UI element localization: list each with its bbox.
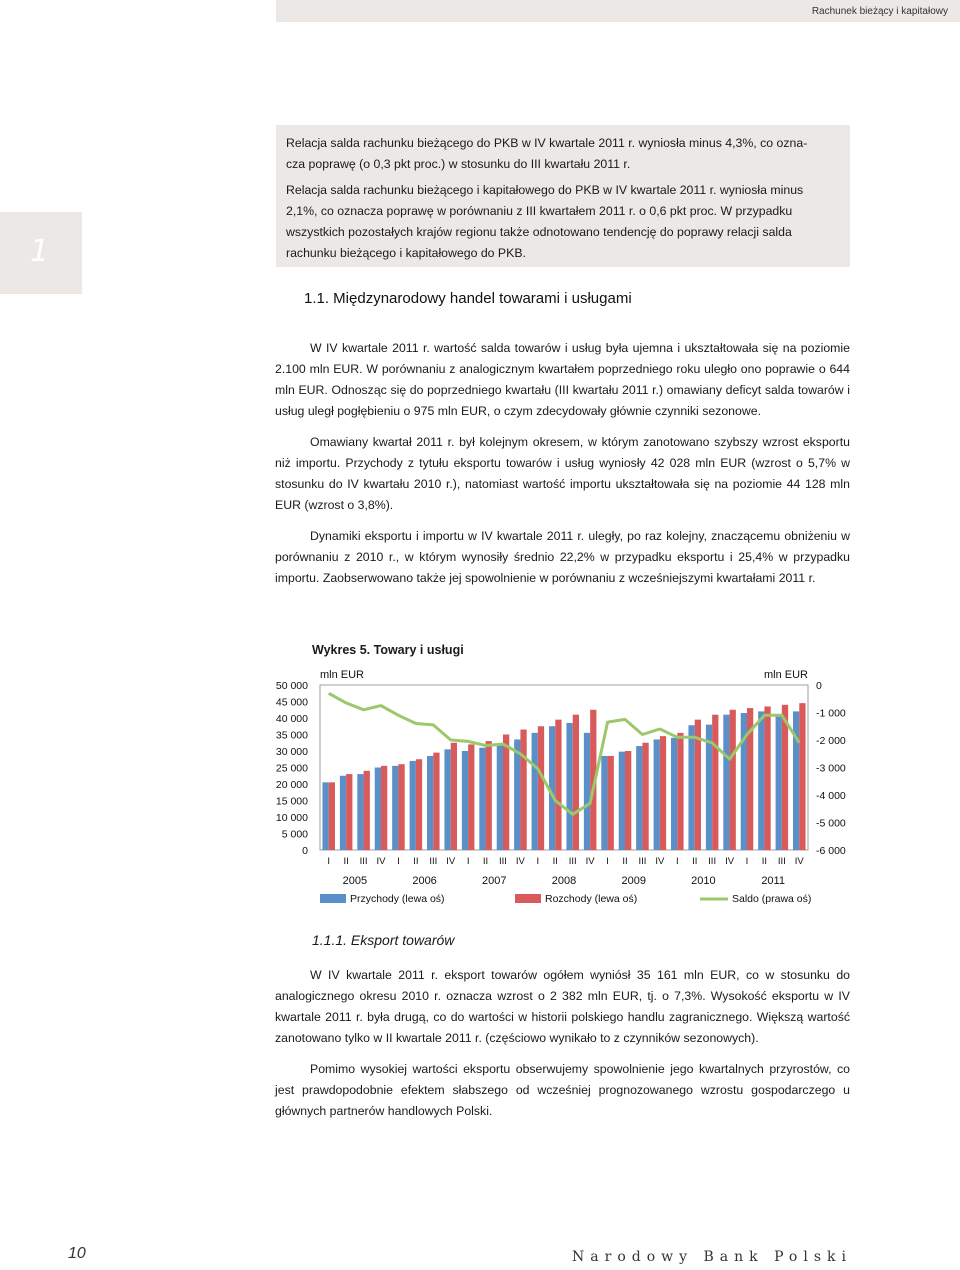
import-bar — [677, 733, 683, 850]
export-bar — [654, 739, 660, 850]
section-heading: 1.1. Międzynarodowy handel towarami i usługami — [304, 290, 632, 307]
import-bar — [364, 771, 370, 850]
export-bar — [322, 782, 328, 850]
export-bar — [723, 715, 729, 850]
import-bar — [329, 782, 335, 850]
right-tick-label: -1 000 — [816, 707, 846, 720]
quarter-label: I — [536, 856, 540, 867]
export-bar — [497, 744, 503, 850]
left-tick-label: 35 000 — [275, 729, 308, 742]
quarter-label: III — [638, 856, 647, 867]
left-tick-label: 40 000 — [275, 713, 308, 725]
summary-line: 2,1%, co oznacza poprawę w porównaniu z III kwartałem 2011 r. o 0,6 pkt proc. W przypadku — [286, 204, 793, 218]
summary-box — [276, 125, 850, 267]
quarter-label: II — [622, 856, 628, 867]
export-bar — [357, 774, 363, 850]
summary-line: rachunku bieżącego i kapitałowego do PKB. — [286, 246, 526, 260]
paragraph: Dynamiki eksportu i importu w IV kwartale 2011 r. uległy, po raz kolejny, znaczącemu obniżeniu w porównaniu z 2010 r., w którym wynosiły średnio 22,2% w przypadku eksportu i 25,4% w przypadku importu. Zaobserwowano także jej spowolnienie w porównaniu z wcześniejszymi kwartałami 2011 r. — [275, 529, 850, 585]
import-bar — [451, 743, 457, 850]
year-label: 2006 — [412, 875, 437, 887]
left-tick-label: 25 000 — [275, 762, 308, 775]
export-bar — [427, 756, 433, 850]
right-tick-label: -6 000 — [816, 845, 846, 857]
import-bar — [486, 741, 492, 850]
quarter-label: IV — [794, 856, 804, 867]
left-tick-label: 0 — [302, 845, 308, 857]
import-bar — [433, 753, 439, 850]
legend-label: Rozchody (lewa oś) — [545, 893, 638, 905]
left-tick-label: 45 000 — [275, 696, 308, 709]
quarter-label: III — [708, 856, 717, 867]
quarter-label: IV — [446, 856, 456, 867]
subsection-heading: 1.1.1. Eksport towarów — [312, 932, 455, 948]
year-label: 2011 — [761, 875, 785, 887]
import-bar — [730, 710, 736, 850]
export-bar — [776, 715, 782, 850]
left-tick-label: 20 000 — [275, 779, 308, 791]
quarter-label: II — [692, 856, 698, 867]
page-number: 10 — [68, 1245, 86, 1262]
quarter-label: IV — [585, 856, 595, 867]
quarter-label: I — [675, 856, 679, 867]
quarter-label: IV — [725, 856, 735, 867]
quarter-label: III — [777, 856, 786, 867]
import-bar — [416, 759, 422, 850]
export-bar — [566, 723, 572, 850]
right-axis-unit: mln EUR — [763, 669, 808, 681]
import-bar — [799, 703, 805, 850]
left-tick-label: 5 000 — [281, 828, 308, 841]
summary-line: cza poprawę (o 0,3 pkt proc.) w stosunku do III kwartału 2011 r. — [286, 157, 631, 171]
import-bar — [660, 736, 666, 850]
import-bar — [712, 715, 718, 850]
export-bar — [514, 739, 520, 850]
export-bar — [532, 733, 538, 850]
quarter-label: IV — [515, 856, 525, 867]
import-bar — [625, 751, 631, 850]
header-bar — [276, 0, 960, 22]
export-bar — [636, 746, 642, 850]
year-label: 2009 — [621, 875, 646, 887]
quarter-label: I — [745, 856, 749, 867]
quarter-label: IV — [655, 856, 665, 867]
export-bar — [340, 776, 346, 850]
left-tick-label: 50 000 — [275, 680, 308, 692]
quarter-label: II — [413, 856, 419, 867]
left-tick-label: 30 000 — [275, 746, 308, 758]
import-bar — [764, 706, 770, 850]
import-bar — [468, 744, 474, 850]
paragraph: Pomimo wysokiej wartości eksportu obserwujemy spowolnienie jego kwartalnych przyrostów, co jest prawdopodobnie efektem słabszego od wcześniej prognozowanego wzrostu gospodarczego u głównych partnerów handlowych Polski. — [275, 1062, 850, 1118]
right-tick-label: -3 000 — [816, 762, 846, 775]
quarter-label: II — [761, 856, 768, 867]
body-text-1 — [275, 338, 850, 589]
quarter-label: III — [499, 856, 507, 867]
import-bar — [538, 726, 544, 850]
quarter-label: IV — [376, 856, 386, 867]
year-label: 2007 — [482, 875, 507, 887]
summary-line: Relacja salda rachunku bieżącego i kapitałowego do PKB w IV kwartale 2011 r. wyniosła minus — [286, 183, 804, 197]
legend-label: Saldo (prawa oś) — [732, 893, 812, 905]
export-bar — [758, 711, 764, 850]
body-text-2 — [275, 965, 850, 1122]
section-title: Rachunek bieżący i kapitałowy — [811, 6, 948, 17]
quarter-label: III — [568, 856, 577, 867]
quarter-label: II — [482, 856, 489, 867]
export-bar — [671, 738, 677, 850]
year-label: 2005 — [342, 875, 368, 887]
paragraph: W IV kwartale 2011 r. eksport towarów ogółem wyniósł 35 161 mln EUR, co w stosunku do analogicznego okresu 2010 r. oznacza wzrost o 2 382 mln EUR, tj. o 7,3%. Wysokość eksportu w IV kwartale 2011 r. była drugą, co do wartości w historii polskiego handlu zagranicznego. Większą wartość zanotowano tylko w II kwartale 2011 r. (częściowo wynikało to z czynników sezonowych). — [275, 968, 850, 1045]
quarter-label: III — [359, 856, 368, 867]
import-bar — [346, 774, 352, 850]
export-bar — [601, 756, 607, 850]
left-tick-label: 15 000 — [275, 795, 308, 808]
export-bar — [479, 748, 485, 850]
export-bar — [462, 751, 468, 850]
quarter-label: I — [327, 856, 331, 867]
quarter-label: I — [466, 856, 470, 867]
quarter-label: I — [397, 856, 400, 867]
legend-swatch-export — [320, 894, 346, 903]
publisher-name: Narodowy Bank Polski — [572, 1249, 852, 1265]
quarter-label: II — [552, 856, 558, 867]
summary-line: wszystkich pozostałych krajów regionu także odnotowano tendencję do poprawy relacji salda — [286, 225, 792, 239]
legend-swatch-import — [515, 894, 541, 903]
chart-title: Wykres 5. Towary i usługi — [312, 643, 464, 657]
export-bar — [444, 749, 450, 850]
export-bar — [584, 733, 590, 850]
goods-services-chart — [260, 665, 846, 915]
year-label: 2008 — [551, 875, 577, 887]
import-bar — [642, 743, 648, 850]
right-tick-label: -2 000 — [816, 735, 846, 747]
year-label: 2010 — [691, 875, 716, 887]
import-bar — [608, 756, 614, 850]
export-bar — [619, 752, 625, 850]
export-bar — [392, 766, 398, 850]
quarter-label: II — [343, 856, 349, 867]
right-tick-label: -5 000 — [816, 817, 846, 830]
left-tick-label: 10 000 — [275, 812, 308, 824]
right-tick-label: -4 000 — [816, 790, 846, 802]
chapter-tab — [0, 212, 82, 294]
import-bar — [381, 766, 387, 850]
export-bar — [688, 725, 694, 850]
quarter-label: III — [429, 856, 438, 867]
summary-line: Relacja salda rachunku bieżącego do PKB w IV kwartale 2011 r. wyniosła minus 4,3%, co ozna- — [286, 136, 808, 150]
right-tick-label: 0 — [816, 680, 822, 692]
paragraph: Omawiany kwartał 2011 r. był kolejnym okresem, w którym zanotowano szybszy wzrost eksportu niż importu. Przychody z tytułu eksportu towarów i usług wyniosły 42 028 mln EUR (wzrost o 5,7% w stosunku do IV kwartału 2010 r.), natomiast wartość importu ukształtowała się na poziomie 44 128 mln EUR (wzrost o 3,8%). — [275, 435, 850, 512]
import-bar — [503, 735, 509, 851]
paragraph: W IV kwartale 2011 r. wartość salda towarów i usług była ujemna i ukształtowała się na poziomie 2.100 mln EUR. W porównaniu z analogicznym kwartałem poprzedniego roku uległo ono poprawie o 644 mln EUR. Odnosząc się do poprzedniego kwartału (III kwartału 2011 r.) omawiany deficyt salda towarów i usług uległ pogłębieniu o 975 mln EUR, o czym zdecydowały głównie czynniki sezonowe. — [275, 341, 850, 418]
import-bar — [555, 720, 561, 850]
import-bar — [398, 764, 404, 850]
import-bar — [520, 730, 526, 850]
export-bar — [410, 761, 416, 850]
import-bar — [782, 705, 788, 850]
import-bar — [573, 715, 579, 850]
left-axis-unit: mln EUR — [320, 669, 365, 681]
chapter-number: 1 — [30, 234, 50, 269]
legend-label: Przychody (lewa oś) — [350, 893, 445, 905]
quarter-label: I — [606, 856, 609, 867]
export-bar — [375, 768, 381, 851]
